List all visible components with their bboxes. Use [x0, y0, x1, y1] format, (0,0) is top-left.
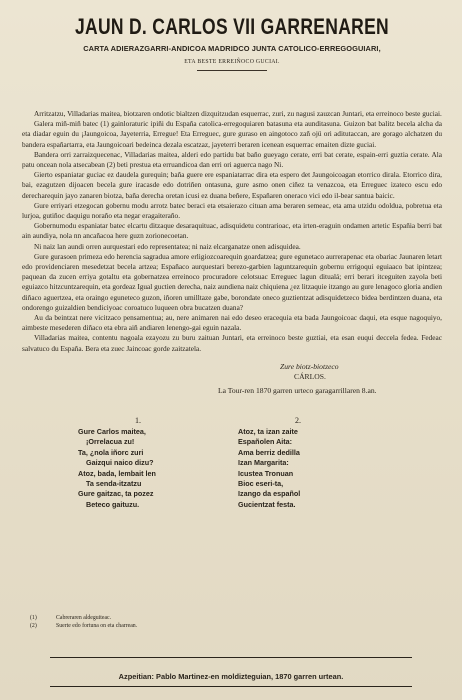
- verse-2: [238, 416, 358, 510]
- paragraph: Gure erriyari etzegocan gobernu modu arrotz batec beraci eta etsaierazo cituan ama beraren semeac, eta ama utzidu odoldua, pobretua eta lurjoa, gutiñoc daquigu noraño eta negar eragaiteraño.: [22, 200, 442, 221]
- document-title: JAUN D. CARLOS VII GARRENAREN: [74, 14, 389, 39]
- verse-line: Atoz, bada, lembait len: [78, 468, 156, 478]
- printer-imprint: Azpeitian: Pablo Martinez-en moldizteguian, 1870 garren urtean.: [118, 672, 344, 681]
- footnote: [30, 622, 137, 630]
- signature-salute: Zure biotz-biotzeco: [280, 361, 339, 371]
- paragraph: Galera miñ-miñ batec (1) gainloraturic ipiñi du España catolica-erregoquiaren batasuna eta aunditasuna. Guizon bat balitz becela alcha da eta diadar eguin du ¡Jaungoicoa, Jayeterria, Erregue! Eta Erreguec, gure guraso en aingotoco zañ ojü ori aditutaccan, are gorago alchatzen du bandera españartarra, eta Jaungoicoari bedeinca dezala escatzaz, jayeterri beraren icenean esquerrac emaiten dizte guciai.: [22, 119, 442, 149]
- paragraph: Gure gurasoen primeza edo herencia sagradua amore erligiozcoarequin goardatzea; gure egunetaco aurrerapenac eta obariac Jaunaren letart edo providenciaren mesedetzat becela artzea; Españaco aurquestari berezo-garbien laguntzarequin gobernu errigoqui eguiaaco bat ipintzea; paquean da zucen erriya gotaltu eta gobernatzea erreinoco procuradore celotsuac Erreguec lagun ditualá; erri berari itceguiten zayola beti eguiazco hitzcuntzarequin, eta gordeaz Igual guctien derecha, naiz aundiena naiz chiquiena ¿ez litzaquie itzango au gure lenagoco gloria andien diñaco aguertzea, eta oraingo eguneteco guzon, iñoren umilltaze gabe, borondate oneco guztientzat adisquidetzeco bidea berdintzen duana, eta ondorengo guizaldien bendiciyoac coroatuco luqueen obra bucatzen duana?: [22, 251, 442, 312]
- verse-line: Izango da español: [238, 489, 301, 499]
- paragraph: Gierto espaniatar guciac ez daudela gurequin; baña guere ere espaniatarrac dira eta espero det Jaungoicoagan etorrico dirala. Etorrico dira, bai, ezagutzen dijoacen becela gure iracasde edo dotriñen ontasuna, gure asmo onen ciñez ta venazcoa, eta Erreguec izateco escu edo derecharequin jayo zanaren biotza, baña derecha oretan icusi ez duana beñere, Españaren oneraco vici edo il-bear santua baicic.: [22, 170, 442, 200]
- verse-line: Ama berriz dedilla: [238, 447, 300, 457]
- verse-number: 1.: [135, 415, 141, 425]
- document-subtitle: CARTA ADIERAZGARRI-ANDICOA MADRIDCO JUNTA CATOLICO-ERREGOGUIARI,: [83, 44, 381, 53]
- footnotes: [30, 614, 137, 630]
- verse-line: Gaizqui naico dizu?: [86, 458, 154, 468]
- signature-name: CÁRLOS.: [294, 371, 326, 381]
- verse-line: Españolen Aita:: [238, 437, 293, 447]
- verse-line: Gure Carlos maitea,: [78, 426, 146, 436]
- footnote-mark: (2): [30, 623, 37, 629]
- paragraph: Villadarias maitea, contentu nagoala ezayozu zu buru zaituan Juntari, eta erreinoco beste guztiai, eta esan euqui deccela fedea. Fedeac salvatuco du España. Bera eta zuec Jaincoac gorde zaitzatela.: [22, 333, 442, 353]
- verse-line: Beteco gaituzu.: [86, 499, 140, 509]
- verse-line: Icustea Tronuan: [238, 468, 294, 478]
- letter-body: [22, 109, 442, 354]
- paragraph: Ni naiz lan aundi orren aurquestari edo representatea; ni naiz elcarganatze onen adisquidea.: [34, 241, 301, 251]
- verse-line: Bioc eseri-ta,: [238, 478, 284, 488]
- paragraph: Au da beintzat nere vicitzaco pensamentua; au, nere animaren nai edo deseo eracequia eta bada Jaungoicoac daqui, eta esque nagoquiyo, aimbeste mesederen diñaco eta ebra aiñ andiaren lenengo-gai eguin nazala.: [22, 313, 442, 333]
- paragraph: Gobernumodu espaniatar batec elcartu ditzaque desaraquituac, adisquidetu contrarioac, eta irten-eraguin ondamen artetic Españia berri bat ain aundiya, nola nn ancañacoa here guzn zorionecoetan.: [22, 221, 442, 241]
- footnote: [30, 614, 137, 622]
- verses-section: [22, 416, 442, 510]
- paragraph: Arritzatzu, Villadarias maitea, biotzaren ondotic bialtzen dizquitzudan esquerrac, zuri, zu nagusi zauzcan Juntari, eta erreinoco beste guciai.: [34, 109, 442, 118]
- verse-1: [78, 416, 198, 510]
- document-subnote: ETA BESTE ERREIÑOCO GUCIAI.: [184, 59, 280, 65]
- verse-line: Izan Margarita:: [238, 458, 289, 468]
- verse-line: Atoz, ta izan zaite: [238, 426, 298, 436]
- verse-line: ¡Orrelacua zu!: [86, 437, 135, 447]
- signature-block: [22, 362, 442, 396]
- verse-number: 2.: [295, 415, 301, 425]
- footnote-mark: (1): [30, 615, 37, 621]
- footnote-text: Cabreraren aldeguiteac.: [56, 615, 112, 621]
- footnote-text: Suerte edo fortuna on eta charrean.: [56, 623, 138, 629]
- verse-line: Gucientzat festa.: [238, 499, 296, 509]
- printer-rule-bottom: [50, 686, 412, 687]
- printer-rule-top: [50, 657, 412, 658]
- verse-line: Gure gaitzac, ta pozez: [78, 489, 154, 499]
- verse-line: Ta, ¿nola iñorc zuri: [78, 447, 144, 457]
- paragraph: Bandera orri zarraizquecenac, Villadarias maitea, alderi edo partidu bat baño gueyago cerate, erri bat cerate, espain-erri guztia cerate. Ala patu oncean nola atsecabean (2) beti prestua eta erruandicoa dan erri ori aguerca nago Ni.: [22, 149, 442, 170]
- header-divider: [197, 70, 267, 71]
- verse-line: Ta senda-itzatzu: [86, 478, 142, 488]
- signature-place-date: La Tour-ren 1870 garren urteco garagarrillaren 8.an.: [218, 385, 377, 395]
